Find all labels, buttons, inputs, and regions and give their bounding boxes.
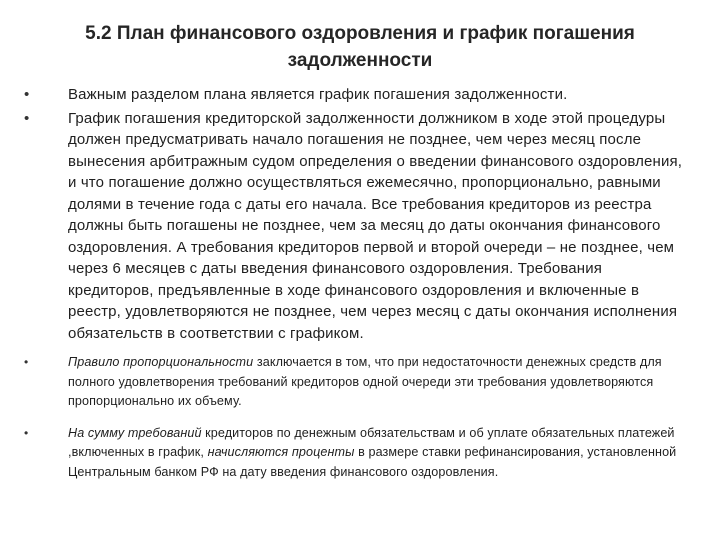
bullet-text: Важным разделом плана является график погашения задолженности.	[68, 86, 568, 103]
bullet-dot-icon: •	[24, 86, 30, 103]
bullet-italic-lead: На сумму требований	[68, 425, 202, 440]
slide-title: 5.2 План финансового оздоровления и график погашения задолженности	[85, 23, 635, 71]
bullet-item-4	[24, 424, 684, 483]
bullet-dot-icon: •	[24, 355, 29, 369]
bullet-text-end: в размере ставки рефинансирования, установленной Центральным банком РФ на дату введения финансового оздоровления.	[68, 445, 677, 479]
bullet-text: График погашения кредиторской задолженности должником в ходе этой процедуры должен предусматривать начало погашения не позднее, чем через месяц после вынесения арбитражным судом определения о введении финансового оздоровления, и что погашение должно осуществляться ежемесячно, пропорционально, равными долями в течение года с даты его начала. Все требования кредиторов из реестра должны быть погашены не позднее, чем за месяц до даты окончания финансового оздоровления. А требования кредиторов первой и второй очереди – не позднее, чем через 6 месяцев с даты введения финансового оздоровления. Требования кредиторов, предъявленные в ходе финансового оздоровления и включенные в реестр, удовлетворяются не позднее, чем через месяц с даты окончания исполнения обязательств в соответствии с графиком.	[68, 109, 683, 342]
bullet-item-2	[24, 108, 684, 345]
bullet-text: заключается в том, что при недостаточности денежных средств для полного удовлетворения требований кредиторов одной очереди эти требования удовлетворяются пропорционально их объему.	[68, 355, 662, 408]
bullet-item-1	[24, 84, 684, 106]
bullet-text: кредиторов по денежным обязательствам и об уплате обязательных платежей ,включенных в график,	[68, 425, 675, 459]
bullet-italic-mid: начисляются проценты	[207, 445, 355, 459]
bullet-list	[0, 84, 720, 482]
bullet-item-3	[24, 353, 684, 412]
bullet-dot-icon: •	[24, 109, 30, 127]
bullet-dot-icon: •	[24, 425, 29, 440]
bullet-italic-lead: Правило пропорциональности	[68, 355, 254, 369]
